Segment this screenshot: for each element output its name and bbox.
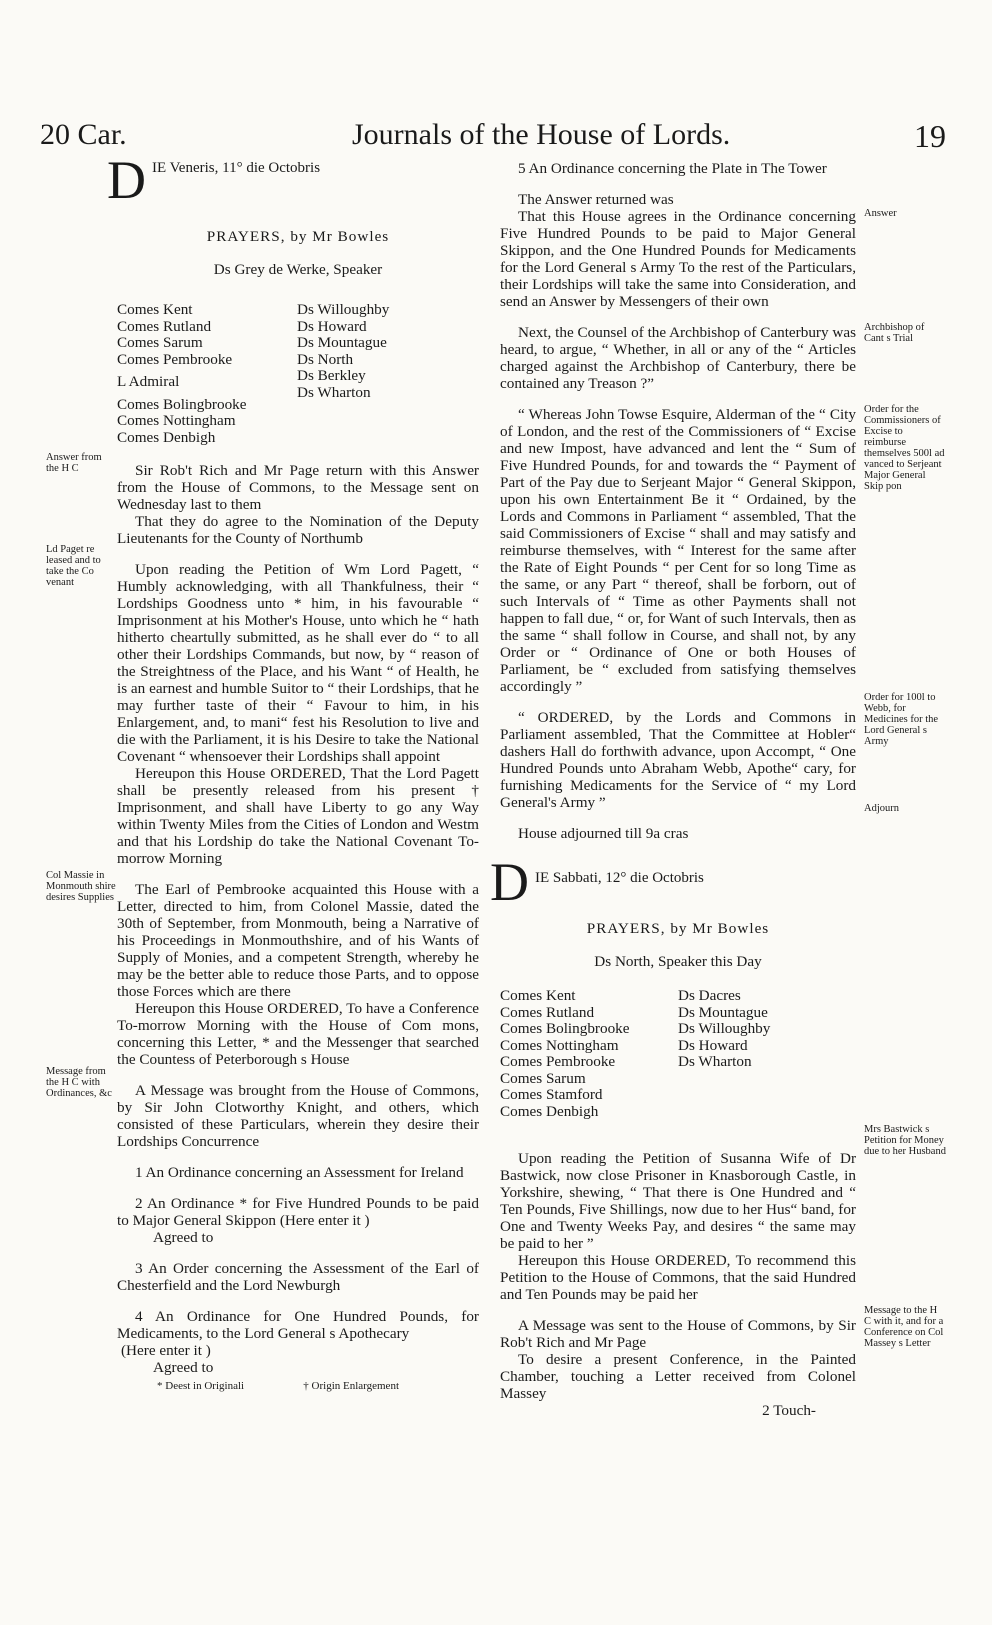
- footnote: † Origin Enlargement: [303, 1380, 399, 1392]
- paragraph: “ Whereas John Towse Esquire, Alderman of the “ City of London, and the rest of the Commissioners of “ Excise and new Impost, have advanced and lent the “ Sum of Five Hundred Pounds, for and towards the “ Payment of Part of the Pay due to Serjeant Major “ General Skippon, upon his own Entertainment Be it “ Ordained, by the Lords and Commons in Parliament “ assembled, That the said Commissioners of Excise “ shall and may satisfy and reimburse themselves, with “ Interest for the same after the Rate of Eight Pounds “ per Cent for so long Time as the same, or any Part “ thereof, shall be forborn, out of such Intervals of “ Time as other Payments shall not happen to fall due, “ or, for Want of such Intervals, then as the same “ shall follow in Course, and shall not, by any Order or “ Ordinance of One or both Houses of Parliament, be “ excluded from satisfying themselves accordingly ”: [500, 406, 856, 695]
- paragraph: Hereupon this House ORDERED, To recommend this Petition to the House of Commons, that the said Hundred and Ten Pounds may be paid her: [500, 1252, 856, 1303]
- lord-name: Ds Mountague: [678, 1003, 768, 1021]
- speaker-line: Ds North, Speaker this Day: [594, 953, 762, 970]
- lord-name: Comes Bolingbrooke: [117, 395, 247, 413]
- catchword: 2 Touch-: [762, 1402, 816, 1419]
- margin-note: Col Massie in Monmouth shire desires Supplies: [46, 870, 116, 903]
- agreed-note: Agreed to: [153, 1359, 214, 1376]
- paragraph: The Earl of Pembrooke acquainted this House with a Letter, directed to him, from Colonel Massie, dated the 30th of September, from Monmouth, being a Narrative of his Proceedings in Monmouthshire, and of his Wants of Supply of Monies, and a competent Strength, whereby he may be the better able to reduce those Parts, and to oppose those Forces which are there: [117, 881, 479, 1000]
- lord-name: Comes Bolingbrooke: [500, 1020, 630, 1037]
- lord-name: Ds Wharton: [297, 383, 371, 401]
- lord-name: L Admiral: [117, 373, 180, 390]
- margin-note: Message to the H C with it, and for a Conference on Col Massey s Letter: [864, 1305, 944, 1349]
- footnotes: [117, 1378, 479, 1395]
- lord-name: Ds Dacres: [678, 987, 741, 1004]
- lord-name: Ds Willoughby: [678, 1020, 771, 1037]
- lord-name: Comes Nottingham: [500, 1036, 619, 1054]
- enter-note: (Here enter it ): [121, 1342, 211, 1359]
- paragraph: To desire a present Conference, in the Painted Chamber, touching a Letter received from Colonel Massey: [500, 1351, 856, 1402]
- margin-note: Adjourn: [864, 803, 899, 814]
- paragraph: That this House agrees in the Ordinance concerning Five Hundred Pounds to be paid to Major General Skippon, and the One Hundred Pounds for Medicaments for the Lord General s Army To the rest of the Particulars, their Lordships will take the same into Consideration, and send an Answer by Messengers of their own: [500, 208, 856, 310]
- lord-name: Ds Howard: [678, 1036, 748, 1054]
- paragraph: Sir Rob't Rich and Mr Page return with this Answer from the House of Commons, to the Message sent on Wednesday last to them: [117, 462, 479, 513]
- day-entry-friday: [107, 150, 479, 210]
- lord-name: Comes Denbigh: [500, 1102, 599, 1120]
- right-column: [490, 160, 856, 1419]
- margin-note: Message from the H C with Ordinances, &c: [46, 1066, 112, 1099]
- lord-name: Ds Wharton: [678, 1053, 752, 1070]
- lord-name: Comes Sarum: [117, 334, 203, 351]
- lord-name: Comes Stamford: [500, 1086, 603, 1103]
- paragraph: Hereupon this House ORDERED, That the Lord Pagett shall be presently released from his present † Imprisonment, and shall have Liberty to go any Way within Twenty Miles from the Cities of London and Westm and that his Lordship do take the National Covenant To-morrow Morning: [117, 765, 479, 867]
- margin-note: Mrs Bastwick s Petition for Money due to her Husband: [864, 1124, 946, 1157]
- lord-name: Ds Willoughby: [297, 301, 390, 318]
- left-column: [107, 150, 479, 1395]
- margin-note: Answer: [864, 208, 897, 219]
- lord-name: Comes Pembrooke: [117, 350, 233, 368]
- margin-note: Order for 100l to Webb, for Medicines for the Lord General s Army: [864, 692, 939, 747]
- paragraph: Hereupon this House ORDERED, To have a Conference To-morrow Morning with the House of Com mons, concerning this Letter, * and the Messenger that searched the Countess of Peterborough s House: [117, 1000, 479, 1068]
- lord-name: Comes Pembrooke: [500, 1053, 616, 1070]
- paragraph: Upon reading the Petition of Wm Lord Pagett, “ Humbly acknowledging, with all Thankfulness, their “ Lordships Goodness unto * him, in his favourable “ Imprisonment at his Mother's House, unto which he “ hath hitherto cheartully submitted, as he shall ever do “ to all other their Lordships Commands, but now, by “ reason of the Streightness of the Place, and his Want “ of Health, he is an earnest and humble Suitor to “ their Lordships, that he may further taste of their “ Favour to him, in his Enlargement, and, to mani“ fest his Resolution to live and die with the Parliament, it is his Desire to take the National Covenant “ whensoever their Lordships shall appoint: [117, 561, 479, 765]
- dateline: IE Veneris, 11° die Octobris: [152, 160, 321, 176]
- lords-present: [117, 302, 479, 446]
- list-item: 1 An Ordinance concerning an Assessment for Ireland: [135, 1164, 464, 1181]
- list-item: 3 An Order concerning the Assessment of the Earl of Chesterfield and the Lord Newburgh: [117, 1260, 479, 1294]
- margin-note: Order for the Commissioners of Excise to reimburse themselves 500l ad vanced to Serjeant Major General Skip pon: [864, 404, 945, 492]
- drop-cap: D: [490, 852, 529, 912]
- lords-present: [500, 988, 856, 1120]
- lord-name: Comes Kent: [500, 987, 576, 1004]
- page-header: [40, 118, 960, 158]
- lord-name: Comes Kent: [117, 301, 193, 318]
- running-title: Journals of the House of Lords.: [352, 118, 731, 151]
- paragraph: That they do agree to the Nomination of the Deputy Lieutenants for the County of Northumb: [117, 513, 479, 547]
- lord-name: Comes Rutland: [500, 1003, 595, 1021]
- speaker-line: Ds Grey de Werke, Speaker: [213, 261, 383, 278]
- paragraph: The Answer returned was: [518, 191, 674, 208]
- regnal-year: 20 Car.: [40, 118, 127, 151]
- paragraph: Upon reading the Petition of Susanna Wife of Dr Bastwick, now close Prisoner in Knasborough Castle, in Yorkshire, shewing, “ That there is One Hundred and “ Ten Pounds, Five Shillings, now due to her Hus“ band, for One and Twenty Weeks Pay, and desires “ the same may be paid to her ”: [500, 1150, 856, 1252]
- day-entry-saturday: [490, 852, 856, 912]
- paragraph: Next, the Counsel of the Archbishop of Canterbury was heard, to argue, “ Whether, in all or any of the “ Articles charged against the Archbishop of Canterbury, there be contained any Treason ?”: [500, 324, 856, 392]
- paragraph: A Message was brought from the House of Commons, by Sir John Clotworthy Knight, and others, which consisted of these Particulars, wherein they desire their Lordships Concurrence: [117, 1082, 479, 1150]
- adjournment: House adjourned till 9a cras: [518, 825, 689, 842]
- lord-name: Comes Rutland: [117, 317, 212, 335]
- lord-name: Comes Denbigh: [117, 428, 216, 446]
- prayers-line: PRAYERS, by Mr Bowles: [586, 920, 770, 937]
- dateline: IE Sabbati, 12° die Octobris: [535, 870, 704, 886]
- lord-name: Ds Mountague: [297, 334, 387, 351]
- paragraph: A Message was sent to the House of Commons, by Sir Rob't Rich and Mr Page: [500, 1317, 856, 1351]
- list-item: 2 An Ordinance * for Five Hundred Pounds to be paid to Major General Skippon (Here enter it ): [117, 1195, 479, 1229]
- list-item: 5 An Ordinance concerning the Plate in The Tower: [518, 160, 827, 177]
- list-item: 4 An Ordinance for One Hundred Pounds, for Medicaments, to the Lord General s Apothecary: [117, 1308, 479, 1342]
- lord-name: Ds Berkley: [297, 367, 366, 384]
- lord-name: Ds North: [297, 350, 354, 368]
- footnote: * Deest in Originali: [157, 1380, 245, 1392]
- margin-note: Ld Paget re leased and to take the Co venant: [46, 544, 101, 588]
- lord-name: Ds Howard: [297, 317, 367, 335]
- lord-name: Comes Nottingham: [117, 412, 236, 429]
- drop-cap: D: [107, 150, 146, 210]
- margin-note: Archbishop of Cant s Trial: [864, 322, 925, 344]
- agreed-note: Agreed to: [153, 1229, 214, 1246]
- lord-name: Comes Sarum: [500, 1069, 586, 1087]
- prayers-line: PRAYERS, by Mr Bowles: [206, 228, 390, 245]
- page-number: 19: [914, 118, 946, 154]
- margin-note: Answer from the H C: [46, 452, 102, 474]
- paragraph: “ ORDERED, by the Lords and Commons in Parliament assembled, That the Committee at Hobler“ dashers Hall do forthwith advance, upon Accompt, “ One Hundred Pounds unto Abraham Webb, Apothe“ cary, for furnishing Medicaments for the Service of “ my Lord General's Army ”: [500, 709, 856, 811]
